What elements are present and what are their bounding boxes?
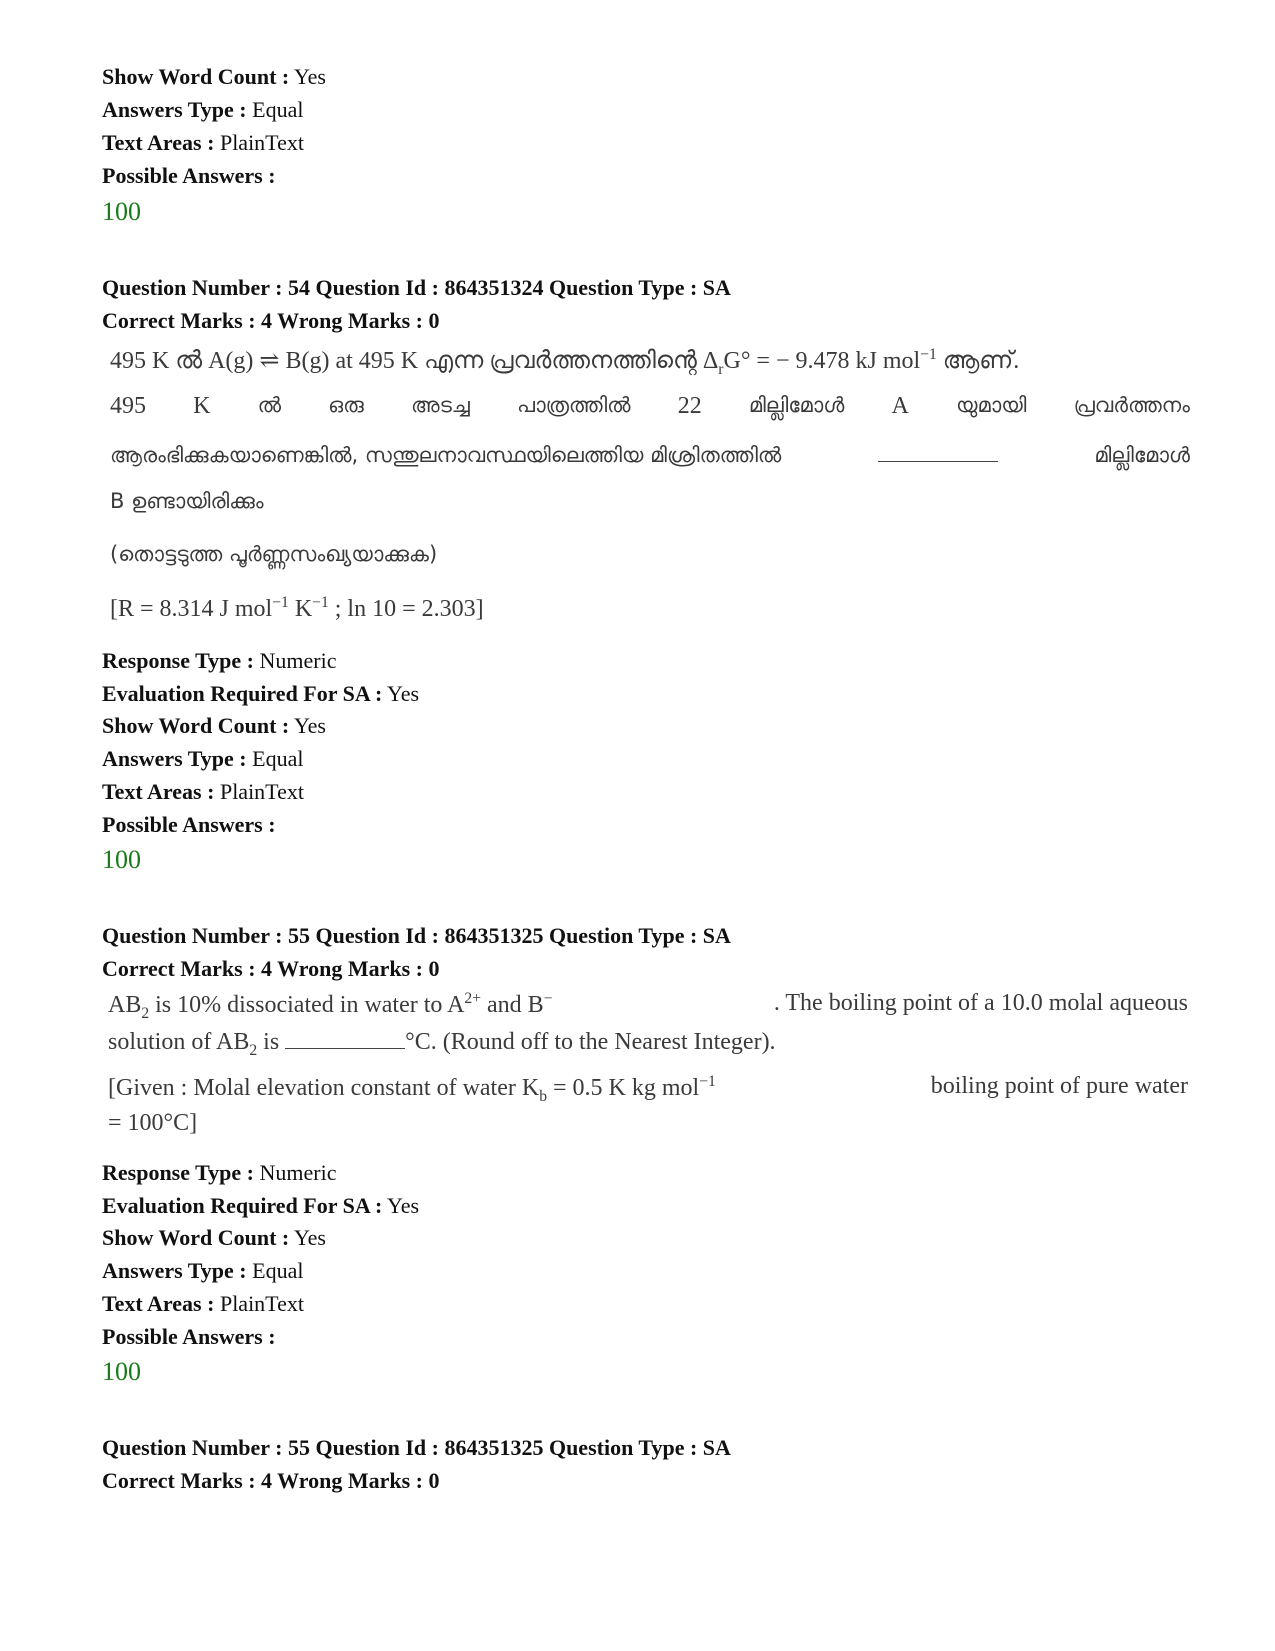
question-header: Question Number : 55 Question Id : 864351325 Question Type : SA [102, 1435, 731, 1460]
question-header: Question Number : 54 Question Id : 864351324 Question Type : SA [102, 275, 731, 300]
question-marks: Correct Marks : 4 Wrong Marks : 0 [102, 956, 440, 981]
meta-row: Answers Type : Equal [102, 97, 304, 122]
meta-row: Response Type : Numeric [102, 648, 337, 673]
meta-row: Text Areas : PlainText [102, 1291, 304, 1316]
meta-row: Answers Type : Equal [102, 746, 304, 771]
question-line: [Given : Molal elevation constant of water $K_b = 0.5$ K kg mol$^{-1}$ boiling point of pure water [108, 1073, 1188, 1105]
meta-row: Possible Answers : [102, 1324, 276, 1349]
meta-row: Answers Type : Equal [102, 1258, 304, 1283]
meta-row: Response Type : Numeric [102, 1160, 337, 1185]
meta-row: Show Word Count : Yes [102, 1225, 326, 1250]
question-line: 495 K ൽ ഒരു അടച്ച പാത്രത്തിൽ 22 മില്ലിമോൾ A യുമായി പ്രവർത്തനം [110, 393, 1190, 419]
answer-blank [878, 441, 998, 462]
question-line: solution of $AB_2$ is °C. (Round off to the Nearest Integer). [108, 1029, 776, 1059]
question-line: $AB_2$ is 10% dissociated in water to $A^{2+}$ and B− . The boiling point of a 10.0 molal aqueous [108, 990, 1188, 1022]
meta-row: Possible Answers : [102, 163, 276, 188]
question-line: 495 K ൽ A(g) ⇌ B(g) at 495 K എന്ന പ്രവർത്തനത്തിന്റെ $\Delta_rG^\circ$ = − 9.478 kJ mol$^{-1}$ ആണ്. [110, 346, 1020, 378]
meta-row: Possible Answers : [102, 812, 276, 837]
question-marks: Correct Marks : 4 Wrong Marks : 0 [102, 308, 440, 333]
meta-row: Evaluation Required For SA : Yes [102, 681, 420, 706]
possible-answer: 100 [102, 1357, 141, 1386]
meta-row: Show Word Count : Yes [102, 64, 326, 89]
meta-row: Show Word Count : Yes [102, 713, 326, 738]
possible-answer: 100 [102, 845, 141, 874]
question-line: B ഉണ്ടായിരിക്കും [110, 489, 264, 513]
answer-blank [285, 1028, 405, 1049]
possible-answer: 100 [102, 197, 141, 226]
question-line: [R = 8.314 J mol$^{-1}$ $K^{-1}$ ; ln 10 = 2.303] [110, 594, 484, 622]
question-marks: Correct Marks : 4 Wrong Marks : 0 [102, 1468, 440, 1493]
meta-row: Text Areas : PlainText [102, 779, 304, 804]
question-line: ആരംഭിക്കുകയാണെങ്കിൽ, സന്തുലനാവസ്ഥയിലെത്തിയ മിശ്രിതത്തിൽ മില്ലിമോൾ [110, 443, 1190, 467]
meta-row: Text Areas : PlainText [102, 130, 304, 155]
question-header: Question Number : 55 Question Id : 864351325 Question Type : SA [102, 923, 731, 948]
meta-row: Evaluation Required For SA : Yes [102, 1193, 420, 1218]
question-line: (തൊട്ടടുത്ത പൂർണ്ണസംഖ്യയാക്കുക) [110, 542, 438, 566]
question-line: = 100°C] [108, 1110, 198, 1136]
